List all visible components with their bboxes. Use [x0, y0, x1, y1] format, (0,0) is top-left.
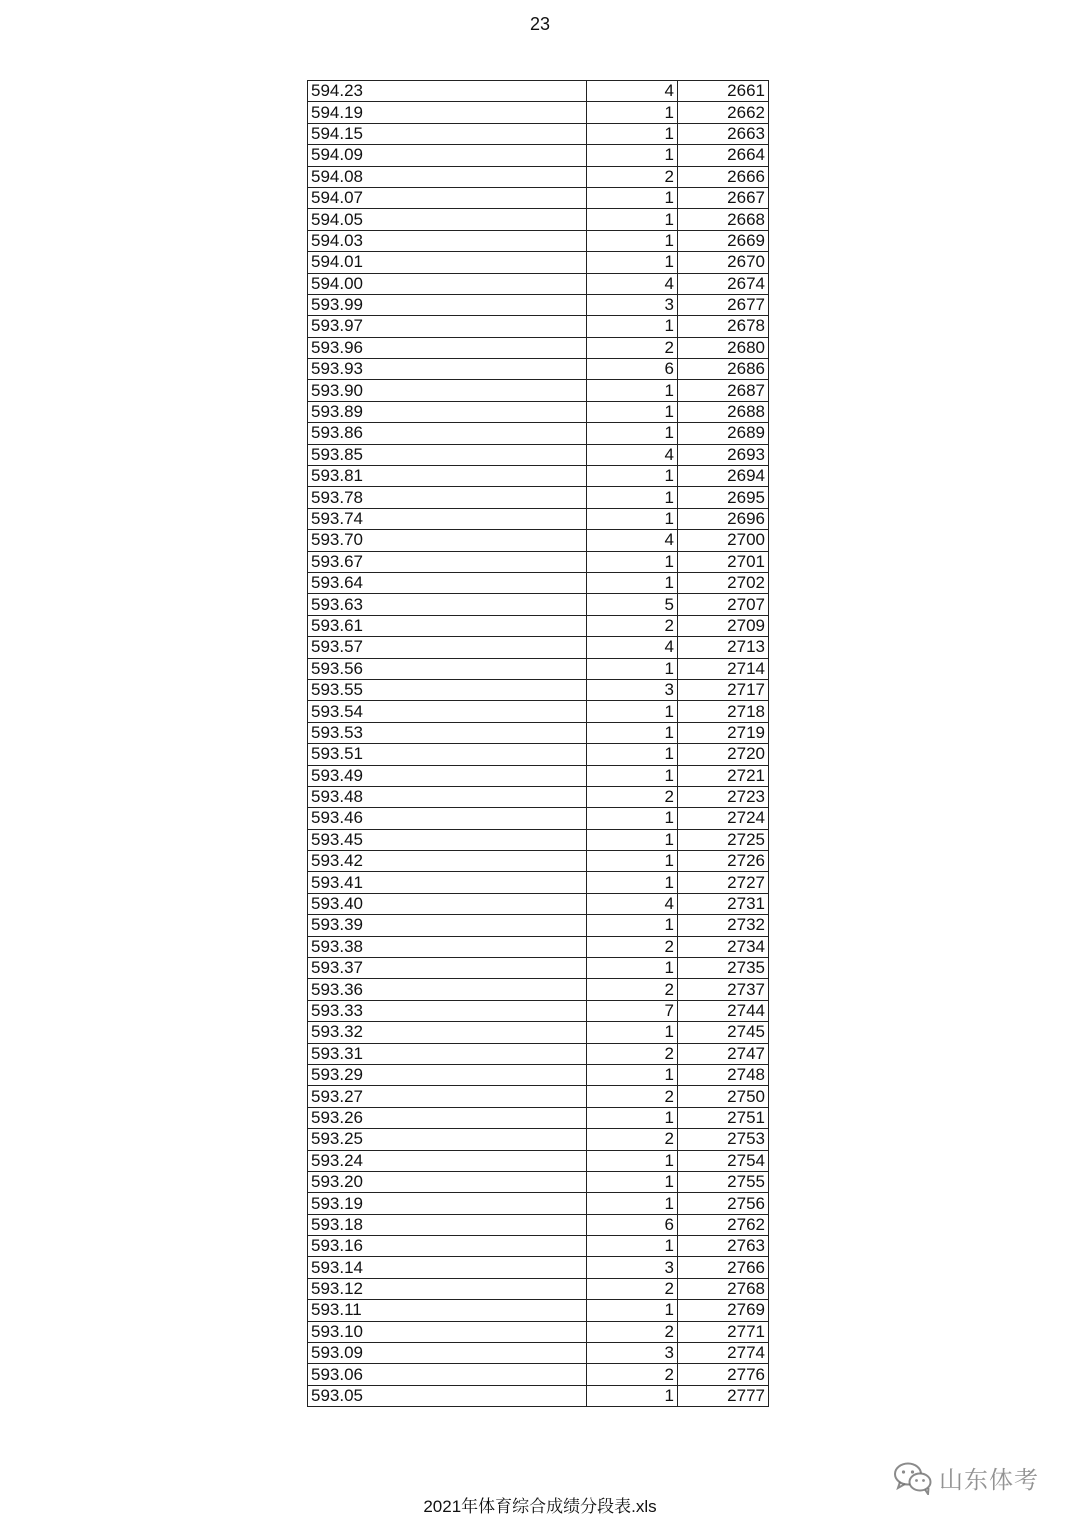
table-row — [308, 1193, 769, 1214]
score-cell: 593.56 — [308, 658, 587, 679]
table-row — [308, 1150, 769, 1171]
count-cell: 1 — [587, 1236, 678, 1257]
cumulative-cell: 2714 — [678, 658, 769, 679]
score-cell: 593.29 — [308, 1064, 587, 1085]
table-row — [308, 401, 769, 422]
count-cell: 1 — [587, 123, 678, 144]
table-row — [308, 508, 769, 529]
table-row — [308, 102, 769, 123]
score-cell: 593.26 — [308, 1107, 587, 1128]
table-row — [308, 1107, 769, 1128]
cumulative-cell: 2678 — [678, 316, 769, 337]
cumulative-cell: 2753 — [678, 1129, 769, 1150]
cumulative-cell: 2709 — [678, 615, 769, 636]
cumulative-cell: 2717 — [678, 679, 769, 700]
table-body — [308, 81, 769, 1407]
watermark — [893, 1460, 1039, 1495]
cumulative-cell: 2719 — [678, 722, 769, 743]
cumulative-cell: 2661 — [678, 81, 769, 102]
table-row — [308, 551, 769, 572]
score-cell: 594.03 — [308, 230, 587, 251]
count-cell: 5 — [587, 594, 678, 615]
cumulative-cell: 2771 — [678, 1321, 769, 1342]
cumulative-cell: 2744 — [678, 1000, 769, 1021]
count-cell: 1 — [587, 722, 678, 743]
table-row — [308, 380, 769, 401]
cumulative-cell: 2735 — [678, 958, 769, 979]
count-cell: 6 — [587, 359, 678, 380]
score-cell: 593.05 — [308, 1385, 587, 1406]
cumulative-cell: 2689 — [678, 423, 769, 444]
score-cell: 593.96 — [308, 337, 587, 358]
count-cell: 2 — [587, 337, 678, 358]
count-cell: 1 — [587, 401, 678, 422]
count-cell: 3 — [587, 294, 678, 315]
score-cell: 593.74 — [308, 508, 587, 529]
score-cell: 593.39 — [308, 915, 587, 936]
table-row — [308, 423, 769, 444]
table-row — [308, 1214, 769, 1235]
score-cell: 593.99 — [308, 294, 587, 315]
score-cell: 593.42 — [308, 851, 587, 872]
table-row — [308, 915, 769, 936]
count-cell: 1 — [587, 829, 678, 850]
cumulative-cell: 2725 — [678, 829, 769, 850]
count-cell: 1 — [587, 744, 678, 765]
score-cell: 594.09 — [308, 145, 587, 166]
score-cell: 593.14 — [308, 1257, 587, 1278]
table-row — [308, 979, 769, 1000]
count-cell: 1 — [587, 658, 678, 679]
cumulative-cell: 2680 — [678, 337, 769, 358]
cumulative-cell: 2750 — [678, 1086, 769, 1107]
count-cell: 1 — [587, 145, 678, 166]
score-cell: 593.51 — [308, 744, 587, 765]
table-row — [308, 637, 769, 658]
count-cell: 4 — [587, 637, 678, 658]
cumulative-cell: 2724 — [678, 808, 769, 829]
score-cell: 593.61 — [308, 615, 587, 636]
count-cell: 7 — [587, 1000, 678, 1021]
table-row — [308, 294, 769, 315]
count-cell: 1 — [587, 187, 678, 208]
table-row — [308, 936, 769, 957]
cumulative-cell: 2668 — [678, 209, 769, 230]
cumulative-cell: 2766 — [678, 1257, 769, 1278]
count-cell: 1 — [587, 423, 678, 444]
count-cell: 1 — [587, 551, 678, 572]
table-row — [308, 81, 769, 102]
table-row — [308, 1022, 769, 1043]
table-row — [308, 572, 769, 593]
score-cell: 593.20 — [308, 1171, 587, 1192]
cumulative-cell: 2674 — [678, 273, 769, 294]
cumulative-cell: 2777 — [678, 1385, 769, 1406]
score-cell: 593.64 — [308, 572, 587, 593]
score-cell: 593.85 — [308, 444, 587, 465]
score-cell: 593.48 — [308, 786, 587, 807]
cumulative-cell: 2774 — [678, 1343, 769, 1364]
count-cell: 1 — [587, 1107, 678, 1128]
cumulative-cell: 2751 — [678, 1107, 769, 1128]
table-row — [308, 145, 769, 166]
cumulative-cell: 2702 — [678, 572, 769, 593]
table-row — [308, 722, 769, 743]
table-row — [308, 1064, 769, 1085]
cumulative-cell: 2732 — [678, 915, 769, 936]
count-cell: 3 — [587, 679, 678, 700]
score-cell: 593.12 — [308, 1278, 587, 1299]
score-cell: 593.31 — [308, 1043, 587, 1064]
score-cell: 593.38 — [308, 936, 587, 957]
table-row — [308, 1321, 769, 1342]
cumulative-cell: 2762 — [678, 1214, 769, 1235]
table-row — [308, 1000, 769, 1021]
cumulative-cell: 2686 — [678, 359, 769, 380]
count-cell: 4 — [587, 81, 678, 102]
cumulative-cell: 2769 — [678, 1300, 769, 1321]
count-cell: 4 — [587, 893, 678, 914]
table-row — [308, 872, 769, 893]
table-row — [308, 615, 769, 636]
cumulative-cell: 2694 — [678, 466, 769, 487]
table-row — [308, 893, 769, 914]
table-row — [308, 123, 769, 144]
score-cell: 593.55 — [308, 679, 587, 700]
score-cell: 593.11 — [308, 1300, 587, 1321]
table-row — [308, 337, 769, 358]
count-cell: 1 — [587, 915, 678, 936]
count-cell: 1 — [587, 487, 678, 508]
count-cell: 1 — [587, 209, 678, 230]
score-cell: 593.53 — [308, 722, 587, 743]
count-cell: 2 — [587, 1086, 678, 1107]
count-cell: 1 — [587, 380, 678, 401]
count-cell: 2 — [587, 979, 678, 1000]
score-cell: 593.70 — [308, 530, 587, 551]
table-row — [308, 444, 769, 465]
count-cell: 4 — [587, 273, 678, 294]
cumulative-cell: 2721 — [678, 765, 769, 786]
score-cell: 593.81 — [308, 466, 587, 487]
cumulative-cell: 2707 — [678, 594, 769, 615]
count-cell: 6 — [587, 1214, 678, 1235]
score-cell: 593.24 — [308, 1150, 587, 1171]
count-cell: 1 — [587, 1064, 678, 1085]
cumulative-cell: 2670 — [678, 252, 769, 273]
cumulative-cell: 2669 — [678, 230, 769, 251]
table-row — [308, 316, 769, 337]
table-row — [308, 829, 769, 850]
table-row — [308, 594, 769, 615]
score-cell: 593.33 — [308, 1000, 587, 1021]
count-cell: 1 — [587, 1150, 678, 1171]
cumulative-cell: 2747 — [678, 1043, 769, 1064]
count-cell: 2 — [587, 615, 678, 636]
cumulative-cell: 2731 — [678, 893, 769, 914]
score-cell: 593.09 — [308, 1343, 587, 1364]
table-row — [308, 1236, 769, 1257]
table-row — [308, 851, 769, 872]
count-cell: 1 — [587, 851, 678, 872]
table-row — [308, 187, 769, 208]
cumulative-cell: 2776 — [678, 1364, 769, 1385]
table-row — [308, 230, 769, 251]
page-number: 23 — [529, 14, 551, 34]
score-cell: 593.16 — [308, 1236, 587, 1257]
score-cell: 594.15 — [308, 123, 587, 144]
cumulative-cell: 2726 — [678, 851, 769, 872]
cumulative-cell: 2748 — [678, 1064, 769, 1085]
score-cell: 593.45 — [308, 829, 587, 850]
count-cell: 1 — [587, 1022, 678, 1043]
cumulative-cell: 2663 — [678, 123, 769, 144]
cumulative-cell: 2723 — [678, 786, 769, 807]
score-cell: 593.18 — [308, 1214, 587, 1235]
score-cell: 593.57 — [308, 637, 587, 658]
cumulative-cell: 2687 — [678, 380, 769, 401]
table-row — [308, 252, 769, 273]
score-cell: 593.36 — [308, 979, 587, 1000]
count-cell: 2 — [587, 166, 678, 187]
score-cell: 593.67 — [308, 551, 587, 572]
cumulative-cell: 2727 — [678, 872, 769, 893]
count-cell: 1 — [587, 765, 678, 786]
count-cell: 2 — [587, 1278, 678, 1299]
table-row — [308, 1343, 769, 1364]
cumulative-cell: 2664 — [678, 145, 769, 166]
table-row — [308, 679, 769, 700]
cumulative-cell: 2763 — [678, 1236, 769, 1257]
count-cell: 2 — [587, 1129, 678, 1150]
count-cell: 2 — [587, 786, 678, 807]
table-row — [308, 166, 769, 187]
cumulative-cell: 2734 — [678, 936, 769, 957]
cumulative-cell: 2700 — [678, 530, 769, 551]
cumulative-cell: 2695 — [678, 487, 769, 508]
score-cell: 593.40 — [308, 893, 587, 914]
count-cell: 2 — [587, 1321, 678, 1342]
cumulative-cell: 2755 — [678, 1171, 769, 1192]
score-cell: 593.32 — [308, 1022, 587, 1043]
count-cell: 1 — [587, 252, 678, 273]
score-cell: 593.90 — [308, 380, 587, 401]
watermark-text: 山东体考 — [939, 1466, 1039, 1494]
table-row — [308, 466, 769, 487]
table-row — [308, 487, 769, 508]
score-cell: 594.08 — [308, 166, 587, 187]
cumulative-cell: 2745 — [678, 1022, 769, 1043]
cumulative-cell: 2662 — [678, 102, 769, 123]
count-cell: 2 — [587, 936, 678, 957]
footer-title: 2021年体育综合成绩分段表.xls — [423, 1497, 657, 1516]
cumulative-cell: 2693 — [678, 444, 769, 465]
table-row — [308, 1385, 769, 1406]
table-row — [308, 273, 769, 294]
score-cell: 593.78 — [308, 487, 587, 508]
table-row — [308, 958, 769, 979]
score-cell: 594.00 — [308, 273, 587, 294]
cumulative-cell: 2713 — [678, 637, 769, 658]
score-cell: 593.54 — [308, 701, 587, 722]
count-cell: 1 — [587, 872, 678, 893]
cumulative-cell: 2756 — [678, 1193, 769, 1214]
count-cell: 1 — [587, 508, 678, 529]
score-cell: 593.41 — [308, 872, 587, 893]
table-row — [308, 1300, 769, 1321]
table-row — [308, 1171, 769, 1192]
table-row — [308, 1278, 769, 1299]
table-row — [308, 1364, 769, 1385]
count-cell: 1 — [587, 1171, 678, 1192]
table-row — [308, 1043, 769, 1064]
count-cell: 2 — [587, 1364, 678, 1385]
score-cell: 594.01 — [308, 252, 587, 273]
score-cell: 594.19 — [308, 102, 587, 123]
cumulative-cell: 2666 — [678, 166, 769, 187]
cumulative-cell: 2677 — [678, 294, 769, 315]
score-table — [307, 80, 769, 1407]
table-row — [308, 1086, 769, 1107]
count-cell: 3 — [587, 1343, 678, 1364]
table-row — [308, 765, 769, 786]
table-row — [308, 744, 769, 765]
score-cell: 593.49 — [308, 765, 587, 786]
table-row — [308, 786, 769, 807]
cumulative-cell: 2688 — [678, 401, 769, 422]
count-cell: 2 — [587, 1043, 678, 1064]
count-cell: 1 — [587, 316, 678, 337]
score-cell: 593.27 — [308, 1086, 587, 1107]
cumulative-cell: 2768 — [678, 1278, 769, 1299]
score-cell: 593.06 — [308, 1364, 587, 1385]
score-cell: 594.05 — [308, 209, 587, 230]
cumulative-cell: 2737 — [678, 979, 769, 1000]
count-cell: 1 — [587, 808, 678, 829]
cumulative-cell: 2720 — [678, 744, 769, 765]
count-cell: 3 — [587, 1257, 678, 1278]
table-row — [308, 701, 769, 722]
count-cell: 1 — [587, 102, 678, 123]
score-cell: 593.25 — [308, 1129, 587, 1150]
score-cell: 593.93 — [308, 359, 587, 380]
cumulative-cell: 2667 — [678, 187, 769, 208]
score-cell: 593.37 — [308, 958, 587, 979]
table-row — [308, 530, 769, 551]
count-cell: 1 — [587, 1300, 678, 1321]
score-cell: 593.86 — [308, 423, 587, 444]
cumulative-cell: 2701 — [678, 551, 769, 572]
table-row — [308, 1257, 769, 1278]
table-row — [308, 1129, 769, 1150]
count-cell: 1 — [587, 1193, 678, 1214]
table-row — [308, 209, 769, 230]
wechat-icon — [893, 1461, 933, 1495]
count-cell: 1 — [587, 958, 678, 979]
score-cell: 593.97 — [308, 316, 587, 337]
table-row — [308, 658, 769, 679]
count-cell: 4 — [587, 530, 678, 551]
count-cell: 1 — [587, 1385, 678, 1406]
count-cell: 1 — [587, 466, 678, 487]
count-cell: 1 — [587, 230, 678, 251]
table-row — [308, 808, 769, 829]
cumulative-cell: 2696 — [678, 508, 769, 529]
count-cell: 1 — [587, 572, 678, 593]
count-cell: 1 — [587, 701, 678, 722]
score-cell: 593.63 — [308, 594, 587, 615]
count-cell: 4 — [587, 444, 678, 465]
score-cell: 594.23 — [308, 81, 587, 102]
score-cell: 593.89 — [308, 401, 587, 422]
score-cell: 593.10 — [308, 1321, 587, 1342]
score-cell: 594.07 — [308, 187, 587, 208]
score-cell: 593.46 — [308, 808, 587, 829]
table-row — [308, 359, 769, 380]
score-cell: 593.19 — [308, 1193, 587, 1214]
cumulative-cell: 2754 — [678, 1150, 769, 1171]
cumulative-cell: 2718 — [678, 701, 769, 722]
